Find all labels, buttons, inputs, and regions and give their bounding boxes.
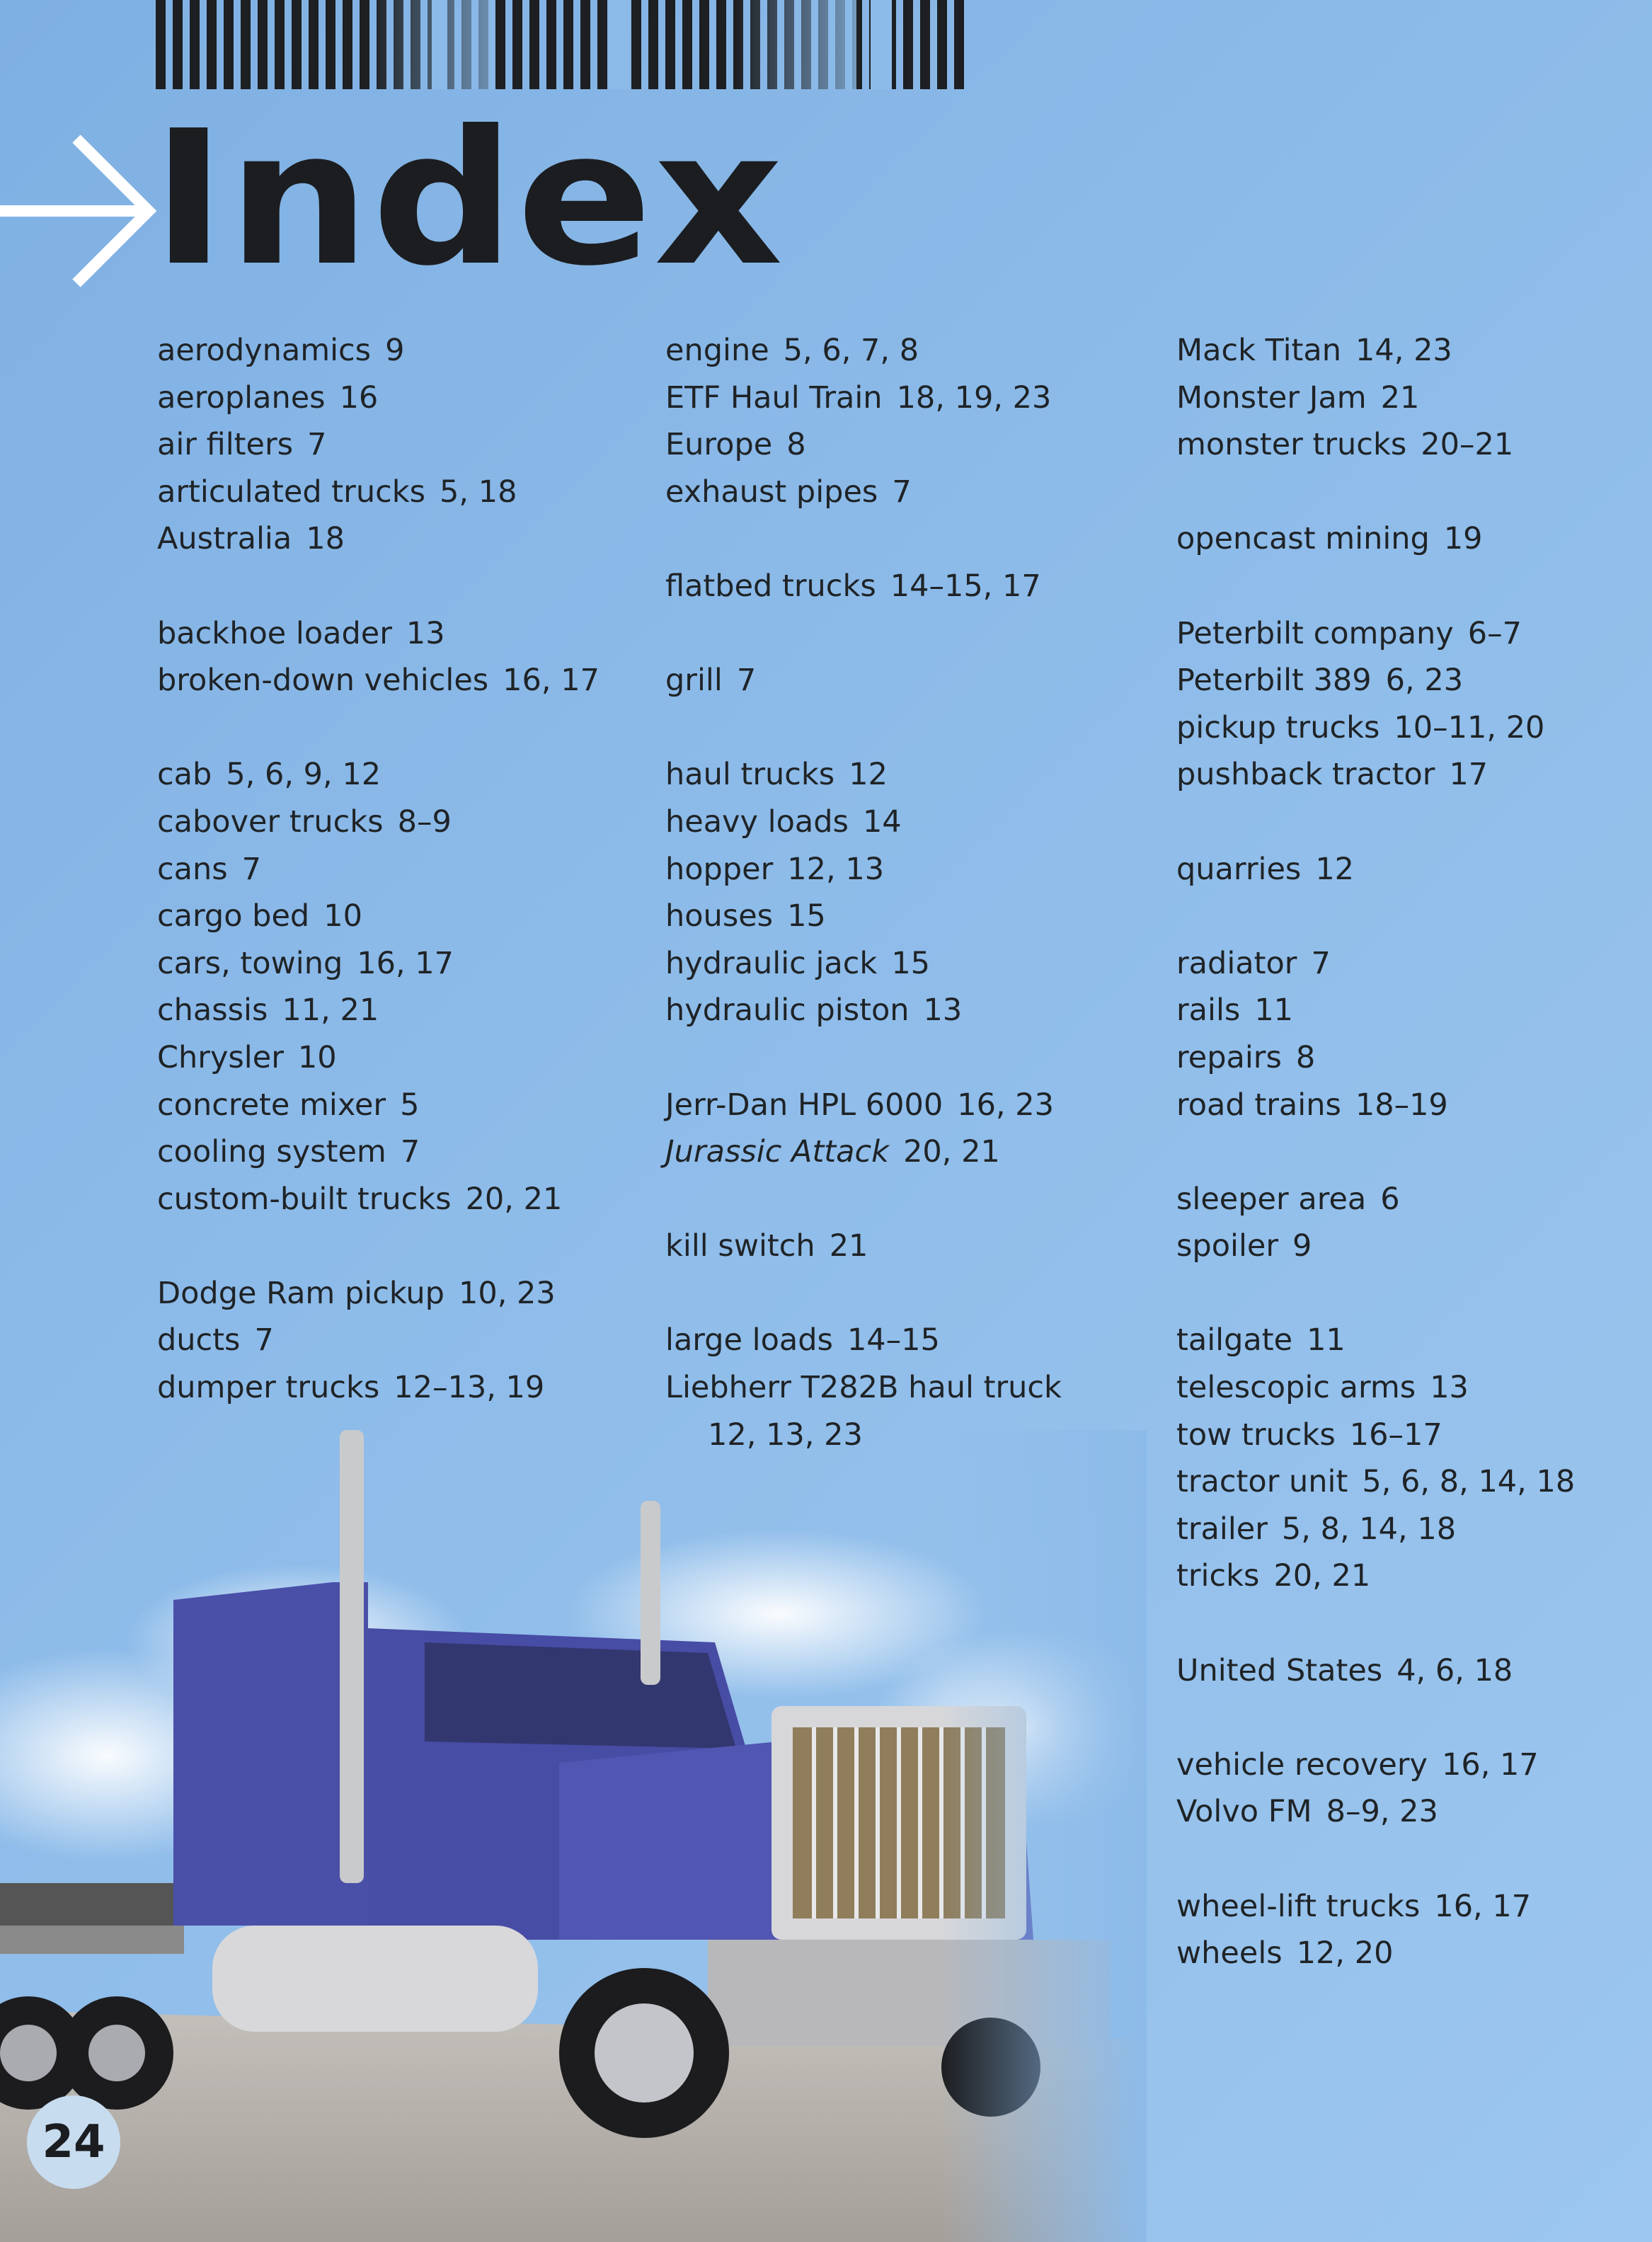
index-pages: 14, 23	[1355, 333, 1452, 368]
index-entry	[665, 987, 1147, 1034]
index-pages: 7	[307, 427, 327, 463]
index-pages: 16, 17	[357, 945, 454, 981]
index-entry	[665, 799, 1147, 846]
index-pages: 5, 6, 9, 12	[226, 757, 382, 793]
index-pages: 20, 21	[1273, 1558, 1371, 1594]
index-pages: 13	[923, 993, 963, 1029]
index-entry	[665, 846, 1147, 893]
index-term: tailgate	[1176, 1322, 1293, 1359]
index-pages: 12, 13	[787, 851, 885, 887]
index-entry	[1176, 1034, 1652, 1082]
index-term: Volvo FM	[1176, 1794, 1312, 1830]
index-gap	[157, 704, 638, 752]
index-gap	[1176, 1128, 1652, 1176]
index-entry	[157, 846, 638, 893]
index-pages: 9	[385, 333, 405, 368]
index-term: heavy loads	[665, 803, 849, 840]
index-entry	[157, 327, 638, 374]
index-pages: 5	[400, 1087, 420, 1123]
index-pages: 11, 21	[282, 993, 379, 1029]
index-term: chassis	[157, 993, 268, 1029]
index-term: cars, towing	[157, 945, 343, 981]
index-entry	[665, 1317, 1147, 1364]
index-term: Jurassic Attack	[665, 1134, 890, 1170]
index-term: cooling system	[157, 1134, 386, 1170]
index-pages: 8–9	[397, 803, 452, 840]
index-term: road trains	[1176, 1087, 1341, 1123]
index-term: exhaust pipes	[665, 474, 878, 510]
index-entry	[157, 515, 638, 563]
index-term: opencast mining	[1176, 521, 1430, 557]
index-pages: 7	[254, 1322, 274, 1359]
index-entry	[1176, 515, 1652, 563]
index-term: United States	[1176, 1652, 1383, 1688]
index-gap	[1176, 1836, 1652, 1883]
index-term: cab	[157, 757, 212, 793]
index-term: Monster Jam	[1176, 379, 1367, 416]
index-entry	[157, 1034, 638, 1082]
index-term: tricks	[1176, 1558, 1260, 1594]
index-entry	[1176, 940, 1652, 988]
index-entry	[1176, 1647, 1652, 1695]
index-term: ETF Haul Train	[665, 379, 883, 416]
index-pages: 16–17	[1349, 1417, 1442, 1453]
index-entry	[1176, 421, 1652, 469]
index-pages: 5, 6, 7, 8	[783, 333, 919, 368]
index-entry	[157, 751, 638, 799]
index-gap	[665, 515, 1147, 563]
index-pages: 12	[1315, 851, 1355, 887]
index-term: grill	[665, 663, 723, 699]
index-entry	[1176, 1082, 1652, 1129]
index-pages: 4, 6, 18	[1396, 1652, 1513, 1688]
index-entry	[157, 1364, 638, 1412]
index-term: Liebherr T282B haul truck	[665, 1370, 1062, 1406]
index-term: backhoe loader	[157, 615, 392, 651]
index-term: broken-down vehicles	[157, 663, 489, 699]
index-term: dumper trucks	[157, 1370, 380, 1406]
index-pages: 14	[862, 803, 902, 840]
index-entry	[1176, 987, 1652, 1034]
index-pages: 16	[339, 379, 379, 416]
index-term: aeroplanes	[157, 379, 326, 416]
index-term: sleeper area	[1176, 1181, 1367, 1217]
index-pages: 18, 19, 23	[896, 379, 1052, 416]
index-term: aerodynamics	[157, 333, 372, 368]
index-entry	[1176, 1176, 1652, 1223]
index-term: custom-built trucks	[157, 1181, 452, 1217]
index-pages: 13	[1430, 1370, 1469, 1406]
index-entry	[665, 940, 1147, 988]
index-entry	[157, 469, 638, 516]
index-entry	[1176, 704, 1652, 752]
index-term: haul trucks	[665, 757, 835, 793]
index-entry	[157, 1128, 638, 1176]
index-pages: 12	[849, 757, 888, 793]
index-term: cargo bed	[157, 898, 310, 934]
index-entry	[665, 563, 1147, 610]
index-term: wheels	[1176, 1935, 1283, 1972]
arrow-right-icon	[0, 133, 161, 289]
index-term: Jerr-Dan HPL 6000	[665, 1087, 943, 1123]
index-gap	[1176, 893, 1652, 940]
index-term: telescopic arms	[1176, 1370, 1416, 1406]
index-term: Mack Titan	[1176, 333, 1342, 368]
index-term: vehicle recovery	[1176, 1746, 1428, 1783]
index-term: flatbed trucks	[665, 568, 876, 604]
index-pages: 8	[1295, 1039, 1316, 1075]
index-term: radiator	[1176, 945, 1297, 981]
index-pages: 17	[1449, 757, 1488, 793]
index-pages: 8	[786, 427, 806, 463]
index-entry	[1176, 1788, 1652, 1836]
index-term: large loads	[665, 1322, 833, 1359]
index-term: cabover trucks	[157, 803, 384, 840]
index-term: ducts	[157, 1322, 241, 1359]
index-pages: 7	[1311, 945, 1331, 981]
index-term: tow trucks	[1176, 1417, 1336, 1453]
index-pages: 7	[241, 851, 262, 887]
index-entry	[665, 327, 1147, 374]
index-gap	[665, 1034, 1147, 1082]
index-pages: 16, 17	[1441, 1746, 1539, 1783]
index-entry	[1176, 1223, 1652, 1270]
index-entry	[1176, 1317, 1652, 1364]
index-term: pickup trucks	[1176, 709, 1380, 745]
index-entry	[157, 610, 638, 658]
index-entry	[1176, 846, 1652, 893]
index-term: rails	[1176, 993, 1241, 1029]
index-term: houses	[665, 898, 774, 934]
index-pages: 16, 17	[1434, 1888, 1532, 1924]
index-gap	[665, 1176, 1147, 1223]
index-entry	[157, 987, 638, 1034]
index-term: spoiler	[1176, 1228, 1279, 1264]
index-entry	[1176, 751, 1652, 799]
index-term: kill switch	[665, 1228, 815, 1264]
index-term: hydraulic piston	[665, 993, 910, 1029]
index-pages: 20, 21	[903, 1134, 1000, 1170]
index-term: Australia	[157, 521, 292, 557]
index-entry	[1176, 1458, 1652, 1506]
index-gap	[157, 563, 638, 610]
index-entry	[157, 1176, 638, 1223]
index-term: repairs	[1176, 1039, 1282, 1075]
index-pages: 18–19	[1355, 1087, 1448, 1123]
index-entry	[157, 799, 638, 846]
index-pages: 10	[297, 1039, 337, 1075]
index-entry	[157, 421, 638, 469]
index-pages: 5, 6, 8, 14, 18	[1362, 1464, 1576, 1500]
index-term: monster trucks	[1176, 427, 1407, 463]
index-term: tractor unit	[1176, 1464, 1348, 1500]
index-pages: 7	[892, 474, 912, 510]
index-term: concrete mixer	[157, 1087, 386, 1123]
index-pages: 12, 20	[1296, 1935, 1394, 1972]
index-entry	[157, 1082, 638, 1129]
index-pages: 19	[1443, 521, 1483, 557]
index-entry	[1176, 327, 1652, 374]
index-entry	[665, 1223, 1147, 1270]
index-entry	[157, 893, 638, 940]
index-term: quarries	[1176, 851, 1302, 887]
index-pages: 9	[1292, 1228, 1312, 1264]
index-term: Peterbilt 389	[1176, 663, 1372, 699]
index-pages: 12–13, 19	[394, 1370, 545, 1406]
index-pages: 7	[400, 1134, 420, 1170]
index-pages: 20, 21	[465, 1181, 563, 1217]
index-entry	[665, 1128, 1147, 1176]
index-entry	[1176, 1741, 1652, 1789]
index-term: pushback tractor	[1176, 757, 1435, 793]
index-entry	[665, 1082, 1147, 1129]
index-entry	[665, 657, 1147, 704]
page-title: Index	[151, 91, 785, 307]
index-term: engine	[665, 333, 769, 368]
index-pages: 10	[323, 898, 362, 934]
index-gap	[157, 1223, 638, 1270]
index-pages: 11	[1307, 1322, 1346, 1359]
index-pages: 10–11, 20	[1394, 709, 1545, 745]
index-term: Peterbilt company	[1176, 615, 1454, 651]
index-pages: 20–21	[1421, 427, 1514, 463]
index-entry	[1176, 610, 1652, 658]
index-term: articulated trucks	[157, 474, 426, 510]
index-pages: 14–15, 17	[890, 568, 1041, 604]
index-term: air filters	[157, 427, 294, 463]
index-pages: 7	[736, 663, 757, 699]
index-pages: 15	[891, 945, 931, 981]
index-entry	[1176, 1883, 1652, 1931]
index-entry	[1176, 1930, 1652, 1977]
index-term: cans	[157, 851, 228, 887]
index-gap	[665, 1270, 1147, 1317]
index-term: trailer	[1176, 1511, 1268, 1547]
index-gap	[665, 704, 1147, 752]
index-gap	[1176, 1694, 1652, 1741]
index-entry	[157, 1317, 638, 1364]
index-column-1	[157, 327, 638, 1412]
index-entry	[665, 469, 1147, 516]
index-entry	[665, 1364, 1147, 1412]
index-pages: 6	[1380, 1181, 1400, 1217]
index-pages: 8–9, 23	[1326, 1794, 1438, 1830]
index-pages: 15	[787, 898, 826, 934]
index-column-2	[665, 327, 1147, 1458]
barcode-stripe-decoration	[156, 0, 964, 89]
index-entry	[1176, 1506, 1652, 1553]
index-entry	[1176, 1364, 1652, 1412]
index-pages: 21	[829, 1228, 868, 1264]
index-term: Chrysler	[157, 1039, 284, 1075]
index-term: Dodge Ram pickup	[157, 1275, 444, 1311]
index-entry	[1176, 374, 1652, 422]
index-pages: 21	[1380, 379, 1420, 416]
index-entry	[665, 751, 1147, 799]
index-pages: 6, 23	[1385, 663, 1464, 699]
index-pages: 14–15	[847, 1322, 940, 1359]
index-pages: 16, 17	[503, 663, 600, 699]
index-pages: 11	[1254, 993, 1294, 1029]
index-term: wheel-lift trucks	[1176, 1888, 1421, 1924]
index-term: Europe	[665, 427, 773, 463]
index-entry	[157, 940, 638, 988]
index-pages: 10, 23	[458, 1275, 556, 1311]
index-entry	[1176, 1412, 1652, 1459]
truck-photo	[0, 1430, 1147, 2242]
index-entry	[1176, 657, 1652, 704]
index-entry	[1176, 1552, 1652, 1600]
index-entry	[157, 657, 638, 704]
index-term: hopper	[665, 851, 774, 887]
index-term: hydraulic jack	[665, 945, 878, 981]
page-number: 24	[27, 2095, 120, 2189]
index-gap	[1176, 469, 1652, 516]
index-pages: 5, 8, 14, 18	[1281, 1511, 1457, 1547]
index-entry	[665, 374, 1147, 422]
index-pages: 13	[406, 615, 445, 651]
index-entry	[665, 421, 1147, 469]
index-gap	[665, 610, 1147, 658]
index-pages: 5, 18	[440, 474, 517, 510]
index-pages: 18	[306, 521, 345, 557]
index-entry	[665, 893, 1147, 940]
index-gap	[1176, 1270, 1652, 1317]
index-pages: 6–7	[1467, 615, 1522, 651]
index-gap	[1176, 1600, 1652, 1647]
index-column-3	[1176, 327, 1652, 1977]
index-gap	[1176, 799, 1652, 846]
index-gap	[1176, 563, 1652, 610]
index-pages: 16, 23	[957, 1087, 1054, 1123]
index-entry	[157, 374, 638, 422]
index-entry	[157, 1270, 638, 1317]
